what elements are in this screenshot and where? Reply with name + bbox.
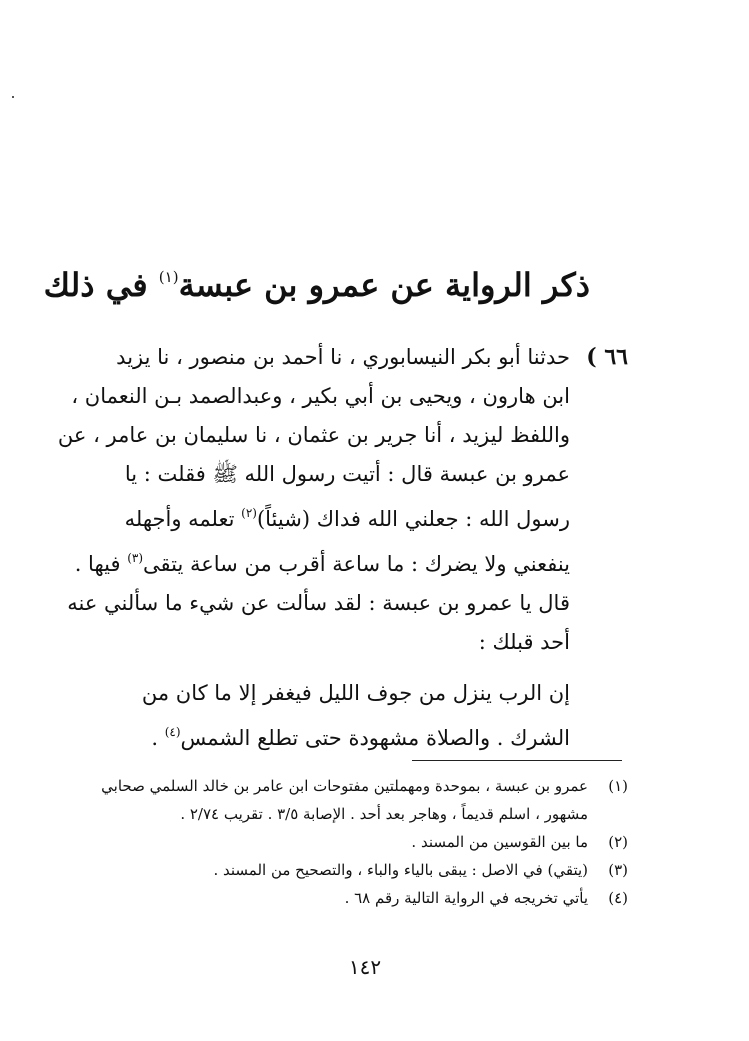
line10-text-b: . (151, 726, 165, 750)
footnote-item (138, 856, 628, 884)
footnote-item (101, 772, 628, 800)
line6-text-b: فيها . (74, 552, 128, 576)
paragraph-gap (92, 662, 570, 674)
footnote-item (138, 800, 628, 828)
hadith-line (74, 539, 570, 584)
footnote-ref-3: (٣) (127, 551, 144, 565)
footnote-number: (٢) (608, 833, 628, 851)
hadith-line (92, 713, 570, 758)
hadith-line: قال يا عمرو بن عبسة : لقد سألت عن شيء ما سألني عنه (67, 591, 570, 615)
heading-title-end: في ذلك (43, 266, 148, 304)
footnote-number: (٤) (608, 889, 628, 907)
footnote-text: ما بين القوسين من المسند . (411, 833, 588, 851)
footnote-text: عمرو بن عبسة ، بموحدة ومهملتين مفتوحات ابن عامر بن خالد السلمي صحابي (101, 777, 588, 795)
hadith-line: ابن هارون ، ويحيى بن أبي بكير ، وعبدالصمد بـن النعمان ، (71, 384, 570, 408)
line6-text-a: ينفعني ولا يضرك : ما ساعة أقرب من ساعة يتقى (143, 552, 570, 576)
hadith-number: ٦٦ ) (586, 344, 628, 370)
hadith-text (57, 338, 570, 758)
footnote-number: (٣) (608, 861, 628, 879)
footnote-ref-2: (٢) (241, 506, 257, 520)
hadith-line: أحد قبلك : (478, 630, 570, 654)
footnote-item (138, 884, 628, 912)
heading-footnote-ref: (١) (158, 268, 179, 286)
footnotes (101, 772, 628, 912)
heading-title: ذكر الرواية عن عمرو بن عبسة (178, 266, 590, 304)
line10-text-a: الشرك . والصلاة مشهودة حتى تطلع الشمس (180, 726, 570, 750)
hadith-line: حدثنا أبو بكر النيسابوري ، نا أحمد بن منصور ، نا يزيد (116, 345, 570, 369)
hadith-line (92, 494, 570, 539)
hadith-line: واللفظ ليزيد ، أنا جرير بن عثمان ، نا سليمان بن عامر ، عن (57, 423, 570, 447)
footnote-divider (412, 760, 622, 761)
hadith-line: عمرو بن عبسة قال : أتيت رسول الله ﷺ فقلت : يا (124, 462, 570, 486)
line5-text-b: تعلمه وأجهله (124, 507, 242, 531)
footnote-item (138, 828, 628, 856)
chapter-heading (43, 252, 590, 310)
footnote-text: مشهور ، اسلم قديماً ، وهاجر بعد أحد . الإصابة ٣/٥ . تقريب ٢/٧٤ . (180, 805, 588, 823)
scan-speck (12, 96, 14, 98)
footnote-text: (يتقي) في الاصل : يبقى بالياء والباء ، والتصحيح من المسند . (213, 861, 588, 879)
footnote-number: (١) (608, 777, 628, 795)
line5-text-a: رسول الله : جعلني الله فداك (شيئاً) (256, 507, 570, 531)
hadith-line: إن الرب ينزل من جوف الليل فيغفر إلا ما كان من (141, 681, 570, 705)
footnote-ref-4: (٤) (164, 725, 181, 739)
page-number: ١٤٢ (348, 955, 382, 979)
footnote-text: يأتي تخريجه في الرواية التالية رقم ٦٨ . (344, 889, 588, 907)
